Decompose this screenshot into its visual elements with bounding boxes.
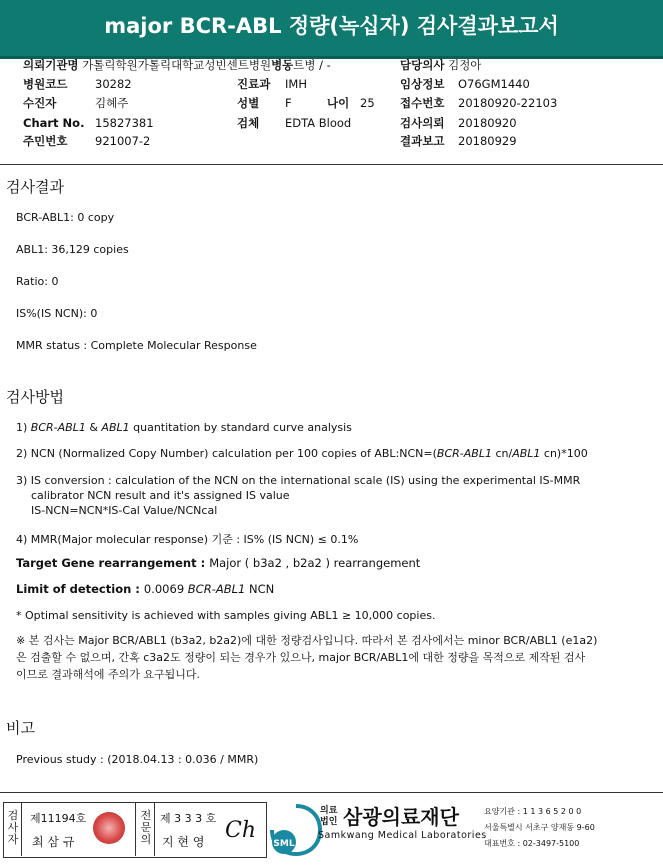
logo-english: Samkwang Medical Laboratories [318, 830, 487, 841]
ward-value: 트병 / - [293, 58, 331, 72]
sensitivity-note: * Optimal sensitivity is achieved with samples giving ABL1 ≥ 10,000 copies. [16, 609, 436, 622]
method-heading: 검사방법 [6, 388, 64, 406]
rrn-value: 921007-2 [95, 134, 151, 148]
sex-label: 성별 [237, 96, 260, 110]
sml-logo-icon [270, 804, 322, 856]
doctor-value: 김정아 [448, 58, 482, 72]
method-2: 2) NCN (Normalized Copy Number) calculation per 100 copies of ABL:NCN=(BCR-ABL1 cn/ABL1 cn)*100 [16, 447, 588, 460]
ratio-result: Ratio: 0 [16, 275, 59, 288]
previous-study: Previous study : (2018.04.13 : 0.036 / MMR) [16, 753, 259, 766]
warning-note: ※ 본 검사는 Major BCR/ABL1 (b3a2, b2a2)에 대한 정량검사입니다. 따라서 본 검사에서는 minor BCR/ABL1 (e1a2) 은 검출할 수 없으며, 간혹 c3a2도 정량이 되는 경우가 있으나, major BCR/ABL1에 대한 정량을 목적으로 제작된 검사 이므로 결과해석에 주의가 요구됩니다. [16, 634, 598, 681]
method-4: 4) MMR(Major molecular response) 기준 : IS% (IS NCN) ≤ 0.1% [16, 533, 359, 546]
logo-corp-label: 의료 법인 [320, 806, 338, 827]
seal-stamp-icon [93, 812, 125, 844]
inspector-name: 최 삼 규 [32, 835, 75, 849]
rrn-label: 주민번호 [23, 134, 68, 148]
signature: Ch [225, 818, 257, 843]
is-result: IS%(IS NCN): 0 [16, 307, 98, 320]
receipt-label: 접수번호 [400, 96, 445, 110]
specialist-number: 제 3 3 3 호 [160, 812, 217, 825]
receipt-value: 20180920-22103 [458, 96, 558, 110]
method-3: 3) IS conversion : calculation of the NCN on the international scale (IS) using the experimental IS-MMR calibrator NCN result and it's assigned IS value IS-NCN=NCN*IS-Cal Value/NCNcal [16, 474, 581, 517]
request-value: 20180920 [458, 116, 517, 130]
doctor-row [400, 58, 481, 72]
sex-value: F [285, 96, 292, 110]
specialist-vertical-label: 전문의 [140, 809, 152, 846]
dept-value: IMH [285, 77, 307, 91]
hospcode-value: 30282 [95, 77, 132, 91]
hospcode-label: 병원코드 [23, 77, 68, 91]
dept-label: 진료과 [237, 77, 271, 91]
report-value: 20180929 [458, 134, 517, 148]
footer-divider [0, 792, 663, 793]
logo-name: 삼광의료재단 [343, 805, 459, 829]
header-divider [0, 164, 663, 165]
institution-label: 의뢰기관명 [23, 58, 79, 72]
org-phone: 대표번호 : 02-3497-5100 [484, 839, 580, 848]
specimen-label: 검체 [237, 116, 260, 130]
remarks-heading: 비고 [6, 719, 35, 737]
report-label: 결과보고 [400, 134, 445, 148]
bcr-result: BCR-ABL1: 0 copy [16, 211, 115, 224]
institution-row [23, 58, 331, 72]
inspector-number: 제11194호 [30, 812, 87, 825]
chart-label: Chart No. [23, 116, 85, 130]
collector-label: 수진자 [23, 96, 57, 110]
target-gene: Target Gene rearrangement : Major ( b3a2 , b2a2 ) rearrangement [16, 556, 421, 570]
report-title: major BCR-ABL 정량(녹십자) 검사결과보고서 [104, 14, 559, 38]
specialist-name: 지 현 영 [162, 835, 205, 849]
request-label: 검사의뢰 [400, 116, 445, 130]
doctor-label: 담당의사 [400, 58, 445, 72]
mmr-status: MMR status : Complete Molecular Response [16, 339, 257, 352]
age-label: 나이 [327, 96, 350, 110]
collector-value: 김혜주 [95, 96, 129, 110]
logo-badge-text: SML [273, 839, 295, 849]
org-code: 요양기관 : 1 1 3 6 5 2 0 0 [484, 807, 582, 816]
limit-of-detection: Limit of detection : 0.0069 BCR-ABL1 NCN [16, 582, 275, 596]
specimen-value: EDTA Blood [285, 116, 352, 130]
clinical-value: O76GM1440 [458, 77, 530, 91]
clinical-label: 임상정보 [400, 77, 445, 91]
abl-result: ABL1: 36,129 copies [16, 243, 129, 256]
age-value: 25 [360, 96, 375, 110]
institution-value: 가톨릭학원가톨릭대학교성빈센트병원 [82, 58, 272, 72]
results-heading: 검사결과 [6, 178, 64, 196]
ward-label: 병동 [271, 58, 294, 72]
org-address: 서울특별시 서초구 양재동 9-60 [484, 823, 595, 832]
footer [0, 800, 663, 860]
inspector-vertical-label: 검사자 [7, 809, 19, 846]
title-bar [0, 0, 663, 59]
chart-value: 15827381 [95, 116, 154, 130]
method-1: 1) BCR-ABL1 & ABL1 quantitation by standard curve analysis [16, 421, 352, 434]
